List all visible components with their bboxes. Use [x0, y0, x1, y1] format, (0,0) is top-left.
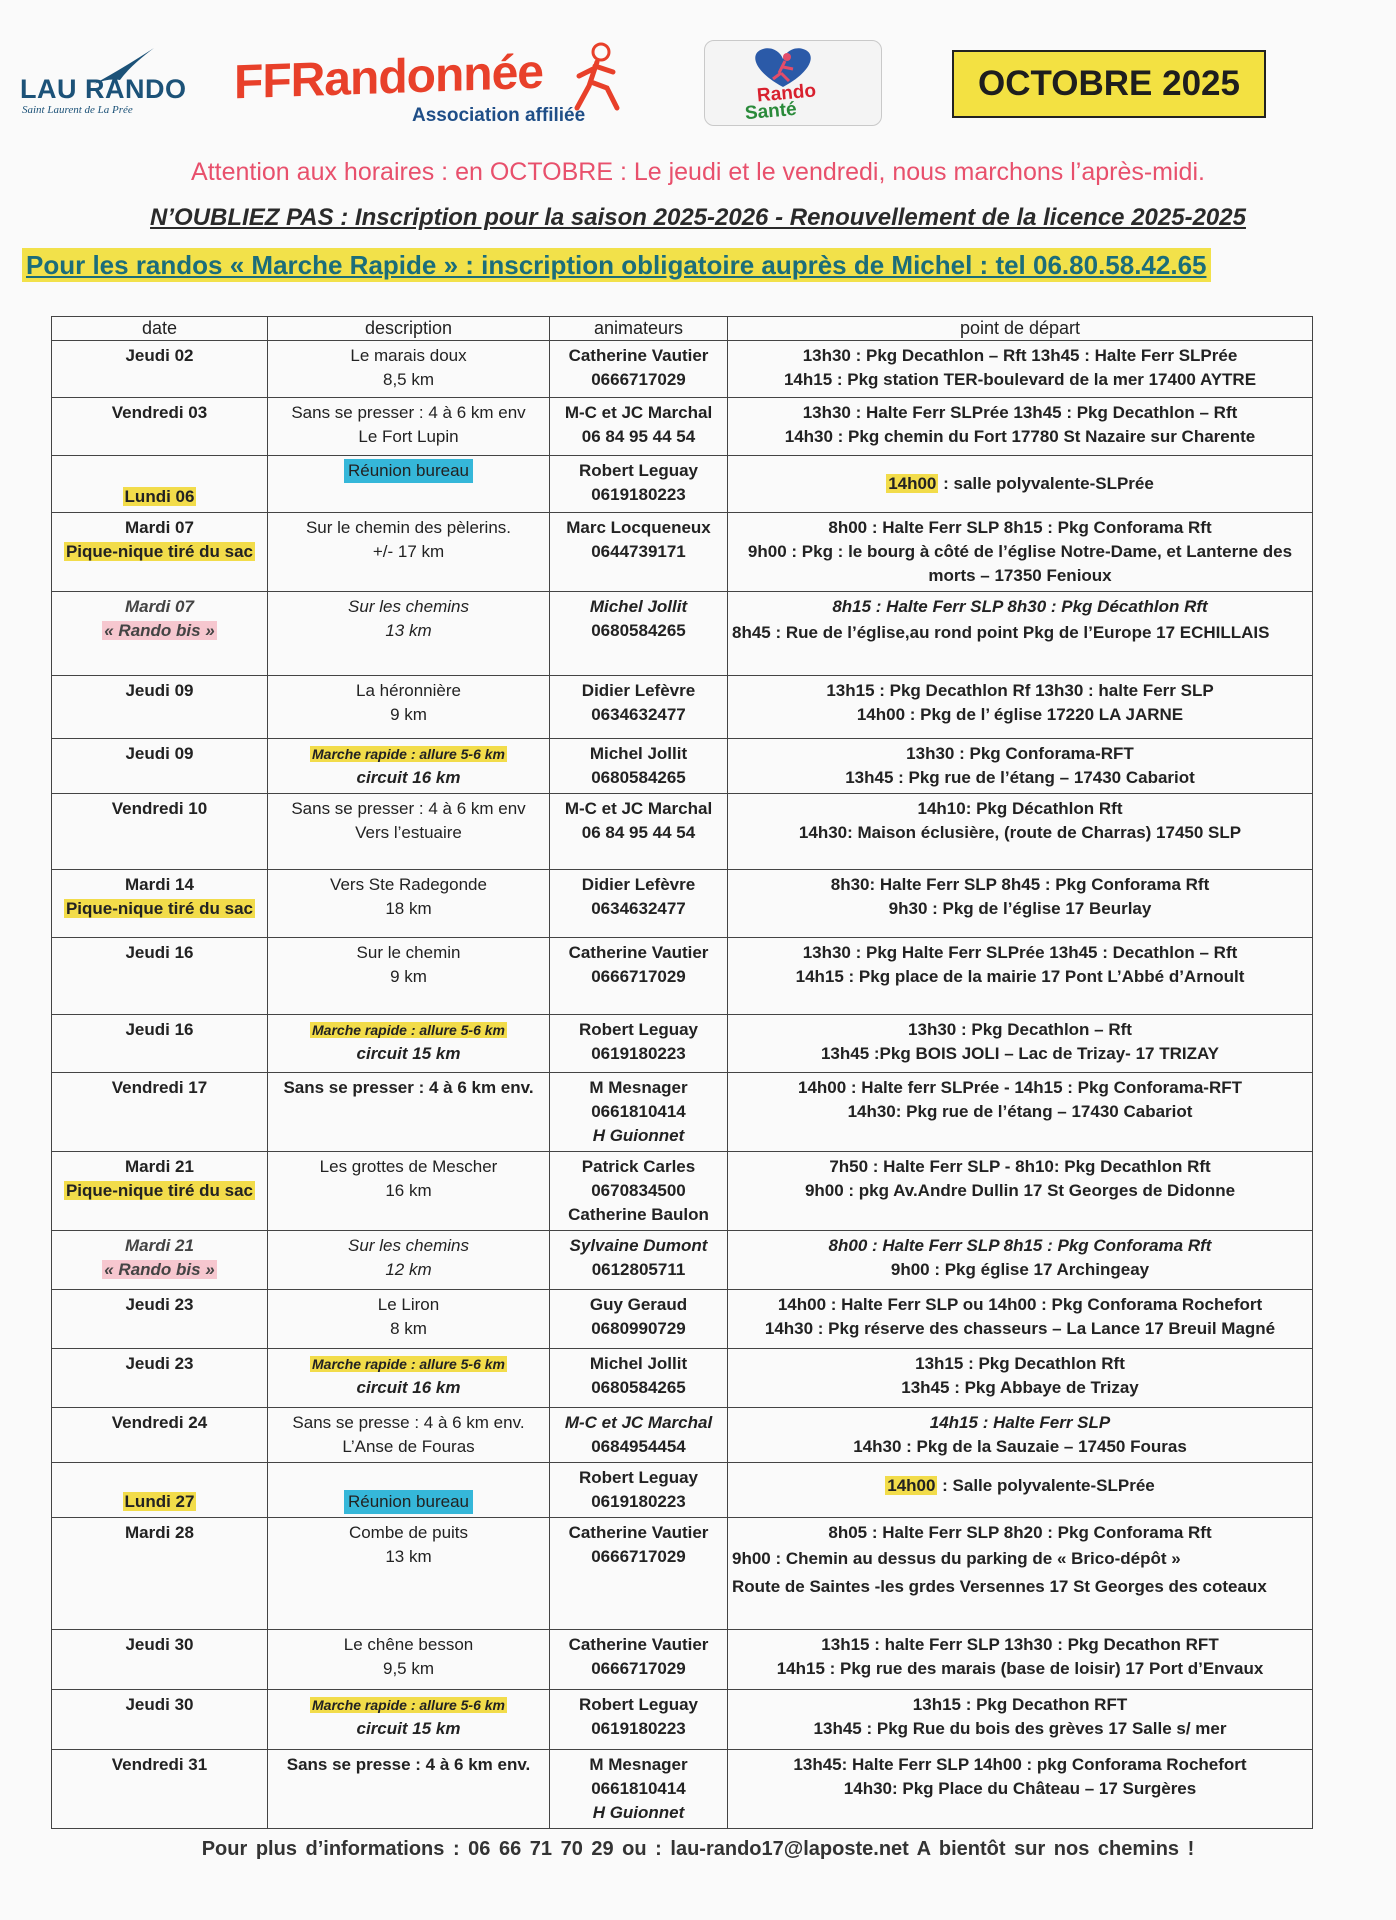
- date-label: Mardi 14: [125, 875, 194, 894]
- rando-sante-logo: [704, 40, 882, 126]
- table-row: [52, 938, 1313, 1015]
- animateur-phone: 0666717029: [591, 370, 686, 389]
- depart-line: 14h00 : Pkg de l’ église 17220 LA JARNE: [856, 705, 1184, 724]
- animateur-phone: 0666717029: [591, 967, 686, 986]
- description-cell: [268, 592, 550, 676]
- date-cell: Jeudi 30: [52, 1690, 268, 1750]
- depart-line: 13h45 : Pkg rue de l’étang – 17430 Cabariot: [845, 768, 1195, 787]
- description-line: Sur le chemin des pèlerins.: [305, 518, 512, 537]
- animateur-name: Michel Jollit: [589, 1354, 688, 1373]
- animateur-name: M Mesnager: [589, 1755, 688, 1774]
- description-cell: [268, 1015, 550, 1073]
- depart-line: 7h50 : Halte Ferr SLP - 8h10: Pkg Decathlon Rft: [829, 1157, 1211, 1176]
- announcement-hours: Attention aux horaires : en OCTOBRE : Le jeudi et le vendredi, nous marchons l’après-midi.: [191, 158, 1205, 186]
- footer-contact: Pour plus d’informations : 06 66 71 70 29 ou : lau-rando17@laposte.net A bientôt sur nos chemins !: [201, 1838, 1195, 1860]
- depart-line: 13h15 : halte Ferr SLP 13h30 : Pkg Decathon RFT: [821, 1635, 1219, 1654]
- table-row: [52, 1152, 1313, 1231]
- description-line: Sur les chemins: [348, 1236, 469, 1255]
- depart-line: 9h00 : Chemin au dessus du parking de « Brico-dépôt »: [732, 1549, 1181, 1568]
- animateurs-cell: [550, 341, 728, 398]
- distance: +/- 17 km: [372, 542, 445, 561]
- date-label: Mardi 21: [125, 1236, 194, 1255]
- table-row: [52, 1290, 1313, 1349]
- rando-bis-note: « Rando bis »: [104, 1260, 215, 1279]
- depart-line: 14h30: Maison éclusière, (route de Charras) 17450 SLP: [798, 823, 1242, 842]
- header-description: description: [268, 317, 550, 341]
- depart-line: 13h15 : Pkg Decathon RFT: [912, 1695, 1128, 1714]
- rando-bis-note: « Rando bis »: [104, 621, 215, 640]
- date-cell: [52, 1463, 268, 1518]
- depart-line: 13h15 : Pkg Decathlon Rf 13h30 : halte Ferr SLP: [826, 681, 1214, 700]
- depart-line: 13h45 :Pkg BOIS JOLI – Lac de Trizay- 17 TRIZAY: [820, 1044, 1220, 1063]
- date-cell: [52, 1152, 268, 1231]
- animateur-name: Michel Jollit: [589, 744, 688, 763]
- date-cell: Vendredi 31: [52, 1750, 268, 1829]
- circuit-distance: circuit 15 km: [356, 1044, 461, 1063]
- table-row: [52, 456, 1313, 513]
- date-cell: Jeudi 16: [52, 1015, 268, 1073]
- ffrandonnee-text: FFRandonnée: [234, 45, 543, 110]
- depart-cell: [728, 1015, 1313, 1073]
- depart-cell: [728, 870, 1313, 938]
- animateur-phone: 0661810414: [591, 1102, 686, 1121]
- depart-line: 13h45 : Pkg Abbaye de Trizay: [901, 1378, 1139, 1397]
- date-cell: Vendredi 17: [52, 1073, 268, 1152]
- date-label: Mardi 21: [125, 1157, 194, 1176]
- animateur-phone: 0670834500: [591, 1181, 686, 1200]
- depart-cell: [728, 1463, 1313, 1518]
- description-cell: [268, 1463, 550, 1518]
- announcement-registration: N’OUBLIEZ PAS : Inscription pour la saison 2025-2026 - Renouvellement de la licence 2025-2025: [150, 204, 1246, 231]
- date-cell: Jeudi 16: [52, 938, 268, 1015]
- animateur-name: Marc Locqueneux: [566, 518, 711, 537]
- depart-line: 13h30 : Pkg Halte Ferr SLPrée 13h45 : Decathlon – Rft: [802, 943, 1238, 962]
- animateur-phone: 0661810414: [591, 1779, 686, 1798]
- table-row: [52, 1408, 1313, 1463]
- animateurs-cell: [550, 938, 728, 1015]
- animateurs-cell: [550, 1630, 728, 1690]
- table-row: [52, 1518, 1313, 1630]
- animateur-name: Catherine Vautier: [568, 1523, 709, 1542]
- lau-rando-text: LAU RANDO: [20, 74, 187, 104]
- distance: 8,5 km: [382, 370, 435, 389]
- distance: 9 km: [390, 705, 427, 724]
- depart-line: 8h30: Halte Ferr SLP 8h45 : Pkg Conforama Rft: [830, 875, 1210, 894]
- animateur-name: Guy Geraud: [589, 1295, 688, 1314]
- animateur-name: M-C et JC Marchal: [564, 1413, 713, 1432]
- depart-cell: [728, 1690, 1313, 1750]
- distance: 16 km: [385, 1181, 432, 1200]
- table-header-row: [52, 317, 1313, 341]
- description-cell: [268, 739, 550, 794]
- animateur-phone: 06 84 95 44 54: [581, 427, 696, 446]
- animateurs-cell: [550, 1408, 728, 1463]
- animateurs-cell: [550, 1290, 728, 1349]
- association-label: Association affiliée: [412, 105, 586, 126]
- table-row: [52, 1750, 1313, 1829]
- description-line: La héronnière: [356, 681, 461, 700]
- depart-cell: [728, 1518, 1313, 1630]
- description-line: Vers l’estuaire: [355, 823, 462, 842]
- description-cell: [268, 1408, 550, 1463]
- animateur-phone: 0619180223: [591, 1719, 686, 1738]
- animateur-phone: 0612805711: [591, 1260, 686, 1279]
- distance: 9 km: [390, 967, 427, 986]
- animateurs-cell: [550, 676, 728, 739]
- date-cell: Jeudi 30: [52, 1630, 268, 1690]
- table-row: [52, 592, 1313, 676]
- table-row: [52, 794, 1313, 870]
- animateurs-cell: [550, 1518, 728, 1630]
- header-date: date: [52, 317, 268, 341]
- table-row: [52, 1349, 1313, 1408]
- animateur-phone: 0680990729: [591, 1319, 686, 1338]
- depart-cell: [728, 341, 1313, 398]
- date-cell: Vendredi 03: [52, 398, 268, 456]
- rando-sante-rando: Rando: [756, 80, 817, 107]
- table-row: [52, 1463, 1313, 1518]
- description-cell: [268, 1630, 550, 1690]
- date-cell: Vendredi 24: [52, 1408, 268, 1463]
- circuit-distance: circuit 16 km: [356, 1378, 461, 1397]
- animateurs-cell: [550, 1750, 728, 1829]
- distance: 13 km: [385, 1547, 432, 1566]
- depart-line: 14h30 : Pkg chemin du Fort 17780 St Nazaire sur Charente: [784, 427, 1256, 446]
- depart-cell: [728, 1290, 1313, 1349]
- animateur-phone: 0680584265: [591, 1378, 686, 1397]
- depart-time: 14h00: [888, 474, 937, 493]
- animateurs-cell: [550, 1231, 728, 1290]
- animateur-name: Robert Leguay: [578, 1695, 699, 1714]
- date-label: Mardi 07: [125, 518, 194, 537]
- animateur-name: Catherine Baulon: [568, 1205, 709, 1224]
- date-label: Lundi 06: [124, 487, 195, 506]
- description-cell: [268, 870, 550, 938]
- description-line: Sans se presse : 4 à 6 km env.: [292, 1413, 525, 1432]
- description-line: Sans se presser : 4 à 6 km env: [291, 403, 526, 422]
- description-cell: [268, 1349, 550, 1408]
- depart-line: 13h30 : Halte Ferr SLPrée 13h45 : Pkg Decathlon – Rft: [802, 403, 1238, 422]
- depart-line: Route de Saintes -les grdes Versennes 17 St Georges des coteaux: [732, 1577, 1267, 1596]
- marche-rapide-label: Marche rapide : allure 5-6 km: [312, 1697, 505, 1713]
- description-cell: [268, 1073, 550, 1152]
- animateur-name: Sylvaine Dumont: [569, 1236, 708, 1255]
- animateurs-cell: [550, 870, 728, 938]
- animateur-phone: 0680584265: [591, 621, 686, 640]
- animateur-name: H Guionnet: [592, 1803, 685, 1822]
- depart-cell: [728, 1750, 1313, 1829]
- depart-cell: [728, 592, 1313, 676]
- animateurs-cell: [550, 398, 728, 456]
- description-line: Combe de puits: [348, 1523, 469, 1542]
- ffrandonnee-logo: [232, 45, 642, 133]
- animateur-name: Catherine Vautier: [568, 346, 709, 365]
- table-row: [52, 676, 1313, 739]
- distance: 18 km: [385, 899, 432, 918]
- table-row: [52, 1073, 1313, 1152]
- picnic-note: Pique-nique tiré du sac: [65, 899, 254, 918]
- animateur-phone: 0619180223: [591, 1492, 686, 1511]
- description-line: Sur les chemins: [348, 597, 469, 616]
- animateur-name: Michel Jollit: [589, 597, 688, 616]
- distance: 8 km: [390, 1319, 427, 1338]
- depart-line: 14h00 : Halte ferr SLPrée - 14h15 : Pkg Conforama-RFT: [797, 1078, 1243, 1097]
- date-cell: [52, 1231, 268, 1290]
- depart-cell: [728, 676, 1313, 739]
- table-row: [52, 1630, 1313, 1690]
- distance: 13 km: [385, 621, 432, 640]
- description-cell: [268, 1750, 550, 1829]
- table-row: [52, 513, 1313, 592]
- date-cell: Jeudi 09: [52, 676, 268, 739]
- depart-line: 9h30 : Pkg de l’église 17 Beurlay: [888, 899, 1152, 918]
- table-row: [52, 1690, 1313, 1750]
- header-depart: point de départ: [728, 317, 1313, 341]
- table-row: [52, 1015, 1313, 1073]
- date-cell: Mardi 28: [52, 1518, 268, 1630]
- marche-rapide-label: Marche rapide : allure 5-6 km: [312, 746, 505, 762]
- animateur-name: Catherine Vautier: [568, 943, 709, 962]
- circuit-distance: circuit 16 km: [356, 768, 461, 787]
- animateur-phone: 0666717029: [591, 1659, 686, 1678]
- depart-line: 14h10: Pkg Décathlon Rft: [917, 799, 1123, 818]
- depart-line: 8h05 : Halte Ferr SLP 8h20 : Pkg Conforama Rft: [828, 1523, 1212, 1542]
- date-label: Mardi 07: [125, 597, 194, 616]
- depart-line: 14h15 : Pkg station TER-boulevard de la mer 17400 AYTRE: [783, 370, 1257, 389]
- description-line: Sans se presser : 4 à 6 km env.: [283, 1078, 534, 1097]
- animateur-phone: 0619180223: [591, 1044, 686, 1063]
- animateurs-cell: [550, 592, 728, 676]
- depart-line: 14h30: Pkg rue de l’étang – 17430 Cabariot: [847, 1102, 1193, 1121]
- rando-sante-sante: Santé: [744, 98, 798, 125]
- depart-place: : Salle polyvalente-SLPrée: [937, 1476, 1155, 1495]
- description-cell: [268, 1152, 550, 1231]
- depart-line: 14h30 : Pkg de la Sauzaie – 17450 Fouras: [853, 1437, 1187, 1456]
- description-cell: [268, 513, 550, 592]
- marche-rapide-label: Marche rapide : allure 5-6 km: [312, 1022, 505, 1038]
- depart-line: 8h45 : Rue de l’église,au rond point Pkg de l’Europe 17 ECHILLAIS: [732, 623, 1270, 642]
- depart-line: 13h30 : Pkg Conforama-RFT: [906, 744, 1134, 763]
- description-cell: [268, 1231, 550, 1290]
- date-label: Lundi 27: [124, 1492, 195, 1511]
- date-cell: [52, 870, 268, 938]
- animateurs-cell: [550, 456, 728, 513]
- circuit-distance: circuit 15 km: [356, 1719, 461, 1738]
- depart-line: 9h00 : Pkg église 17 Archingeay: [890, 1260, 1150, 1279]
- marche-rapide-label: Marche rapide : allure 5-6 km: [312, 1356, 505, 1372]
- depart-line: 8h00 : Halte Ferr SLP 8h15 : Pkg Conforama Rft: [828, 1236, 1212, 1255]
- table-row: [52, 739, 1313, 794]
- animateur-name: Catherine Vautier: [568, 1635, 709, 1654]
- date-cell: Jeudi 23: [52, 1349, 268, 1408]
- description-cell: [268, 398, 550, 456]
- depart-cell: [728, 1073, 1313, 1152]
- description-cell: [268, 1518, 550, 1630]
- description-cell: [268, 1690, 550, 1750]
- animateurs-cell: [550, 794, 728, 870]
- animateur-name: Robert Leguay: [578, 1020, 699, 1039]
- lau-rando-subtitle: Saint Laurent de La Prée: [22, 104, 133, 116]
- header-animateurs: animateurs: [550, 317, 728, 341]
- announcement-marche-rapide: Pour les randos « Marche Rapide » : inscription obligatoire auprès de Michel : tel 06.80.58.42.65: [22, 248, 1211, 282]
- depart-cell: [728, 1231, 1313, 1290]
- animateurs-cell: [550, 1073, 728, 1152]
- distance: 9,5 km: [382, 1659, 435, 1678]
- description-cell: [268, 676, 550, 739]
- depart-cell: [728, 794, 1313, 870]
- description-line: L’Anse de Fouras: [342, 1437, 475, 1456]
- animateur-phone: 0666717029: [591, 1547, 686, 1566]
- animateurs-cell: [550, 513, 728, 592]
- depart-line: 13h15 : Pkg Decathlon Rft: [915, 1354, 1125, 1373]
- lau-rando-logo: [18, 42, 223, 120]
- animateur-name: Didier Lefèvre: [581, 875, 696, 894]
- picnic-note: Pique-nique tiré du sac: [65, 1181, 254, 1200]
- animateur-name: Patrick Carles: [581, 1157, 696, 1176]
- description-line: Sans se presser : 4 à 6 km env: [291, 799, 526, 818]
- description-line: Le marais doux: [350, 346, 467, 365]
- description-line: Vers Ste Radegonde: [330, 875, 487, 894]
- table-row: [52, 341, 1313, 398]
- animateur-name: M-C et JC Marchal: [564, 403, 713, 422]
- table-row: [52, 870, 1313, 938]
- date-cell: Jeudi 02: [52, 341, 268, 398]
- animateur-name: Robert Leguay: [578, 1468, 699, 1487]
- animateurs-cell: [550, 1690, 728, 1750]
- depart-line: 9h00 : pkg Av.Andre Dullin 17 St Georges de Didonne: [804, 1181, 1236, 1200]
- date-cell: Jeudi 09: [52, 739, 268, 794]
- depart-cell: [728, 1630, 1313, 1690]
- description-line: Sur le chemin: [356, 943, 461, 962]
- description-cell: [268, 938, 550, 1015]
- depart-line: 13h45: Halte Ferr SLP 14h00 : pkg Conforama Rochefort: [793, 1755, 1247, 1774]
- date-cell: [52, 592, 268, 676]
- description-line: Les grottes de Mescher: [319, 1157, 498, 1176]
- picnic-note: Pique-nique tiré du sac: [65, 542, 254, 561]
- depart-line: 14h30: Pkg Place du Château – 17 Surgères: [843, 1779, 1197, 1798]
- depart-cell: [728, 398, 1313, 456]
- description-cell: [268, 1290, 550, 1349]
- date-cell: Vendredi 10: [52, 794, 268, 870]
- description-cell: [268, 341, 550, 398]
- depart-cell: [728, 513, 1313, 592]
- depart-line: 13h30 : Pkg Decathlon – Rft 13h45 : Halte Ferr SLPrée: [802, 346, 1238, 365]
- animateur-name: M-C et JC Marchal: [564, 799, 713, 818]
- animateurs-cell: [550, 1349, 728, 1408]
- description-line: Le Fort Lupin: [358, 427, 459, 446]
- description-line: Sans se presse : 4 à 6 km env.: [286, 1755, 531, 1774]
- depart-place: : salle polyvalente-SLPrée: [938, 474, 1154, 493]
- hiker-icon: [567, 42, 627, 114]
- reunion-badge: Réunion bureau: [344, 1490, 473, 1514]
- animateur-phone: 0619180223: [591, 485, 686, 504]
- description-cell: [268, 794, 550, 870]
- animateur-name: H Guionnet: [592, 1126, 685, 1145]
- table-row: [52, 1231, 1313, 1290]
- description-line: Le chêne besson: [343, 1635, 474, 1654]
- animateurs-cell: [550, 739, 728, 794]
- depart-cell: [728, 938, 1313, 1015]
- depart-line: 14h15 : Halte Ferr SLP: [929, 1413, 1111, 1432]
- depart-cell: [728, 1349, 1313, 1408]
- schedule-table: [51, 316, 1313, 1829]
- animateur-name: M Mesnager: [589, 1078, 688, 1097]
- animateur-phone: 0634632477: [591, 899, 686, 918]
- month-title: OCTOBRE 2025: [952, 50, 1266, 118]
- date-cell: [52, 513, 268, 592]
- description-line: Le Liron: [377, 1295, 440, 1314]
- description-cell: [268, 456, 550, 513]
- depart-line: 8h00 : Halte Ferr SLP 8h15 : Pkg Conforama Rft: [828, 518, 1212, 537]
- reunion-badge: Réunion bureau: [344, 459, 473, 483]
- depart-cell: [728, 739, 1313, 794]
- animateurs-cell: [550, 1463, 728, 1518]
- animateur-phone: 0684954454: [591, 1437, 686, 1456]
- animateur-name: Didier Lefèvre: [581, 681, 696, 700]
- depart-line: 8h15 : Halte Ferr SLP 8h30 : Pkg Décathlon Rft: [832, 597, 1208, 616]
- animateur-name: Robert Leguay: [578, 461, 699, 480]
- depart-time: 14h00: [887, 1476, 936, 1495]
- depart-line: 14h30 : Pkg réserve des chasseurs – La Lance 17 Breuil Magné: [764, 1319, 1276, 1338]
- depart-line: 14h15 : Pkg place de la mairie 17 Pont L’Abbé d’Arnoult: [795, 967, 1245, 986]
- animateur-phone: 0680584265: [591, 768, 686, 787]
- animateurs-cell: [550, 1015, 728, 1073]
- table-row: [52, 398, 1313, 456]
- depart-cell: [728, 1152, 1313, 1231]
- date-cell: Jeudi 23: [52, 1290, 268, 1349]
- date-cell: [52, 456, 268, 513]
- depart-line: 9h00 : Pkg : le bourg à côté de l’église Notre-Dame, et Lanterne des morts – 17350 Fenioux: [747, 542, 1293, 585]
- depart-line: 14h15 : Pkg rue des marais (base de loisir) 17 Port d’Envaux: [776, 1659, 1264, 1678]
- depart-line: 14h00 : Halte Ferr SLP ou 14h00 : Pkg Conforama Rochefort: [777, 1295, 1263, 1314]
- animateur-phone: 06 84 95 44 54: [581, 823, 696, 842]
- depart-line: 13h30 : Pkg Decathlon – Rft: [908, 1020, 1132, 1039]
- depart-cell: [728, 456, 1313, 513]
- distance: 12 km: [385, 1260, 432, 1279]
- animateur-phone: 0634632477: [591, 705, 686, 724]
- depart-line: 13h45 : Pkg Rue du bois des grèves 17 Salle s/ mer: [813, 1719, 1227, 1738]
- animateur-phone: 0644739171: [591, 542, 686, 561]
- depart-cell: [728, 1408, 1313, 1463]
- animateurs-cell: [550, 1152, 728, 1231]
